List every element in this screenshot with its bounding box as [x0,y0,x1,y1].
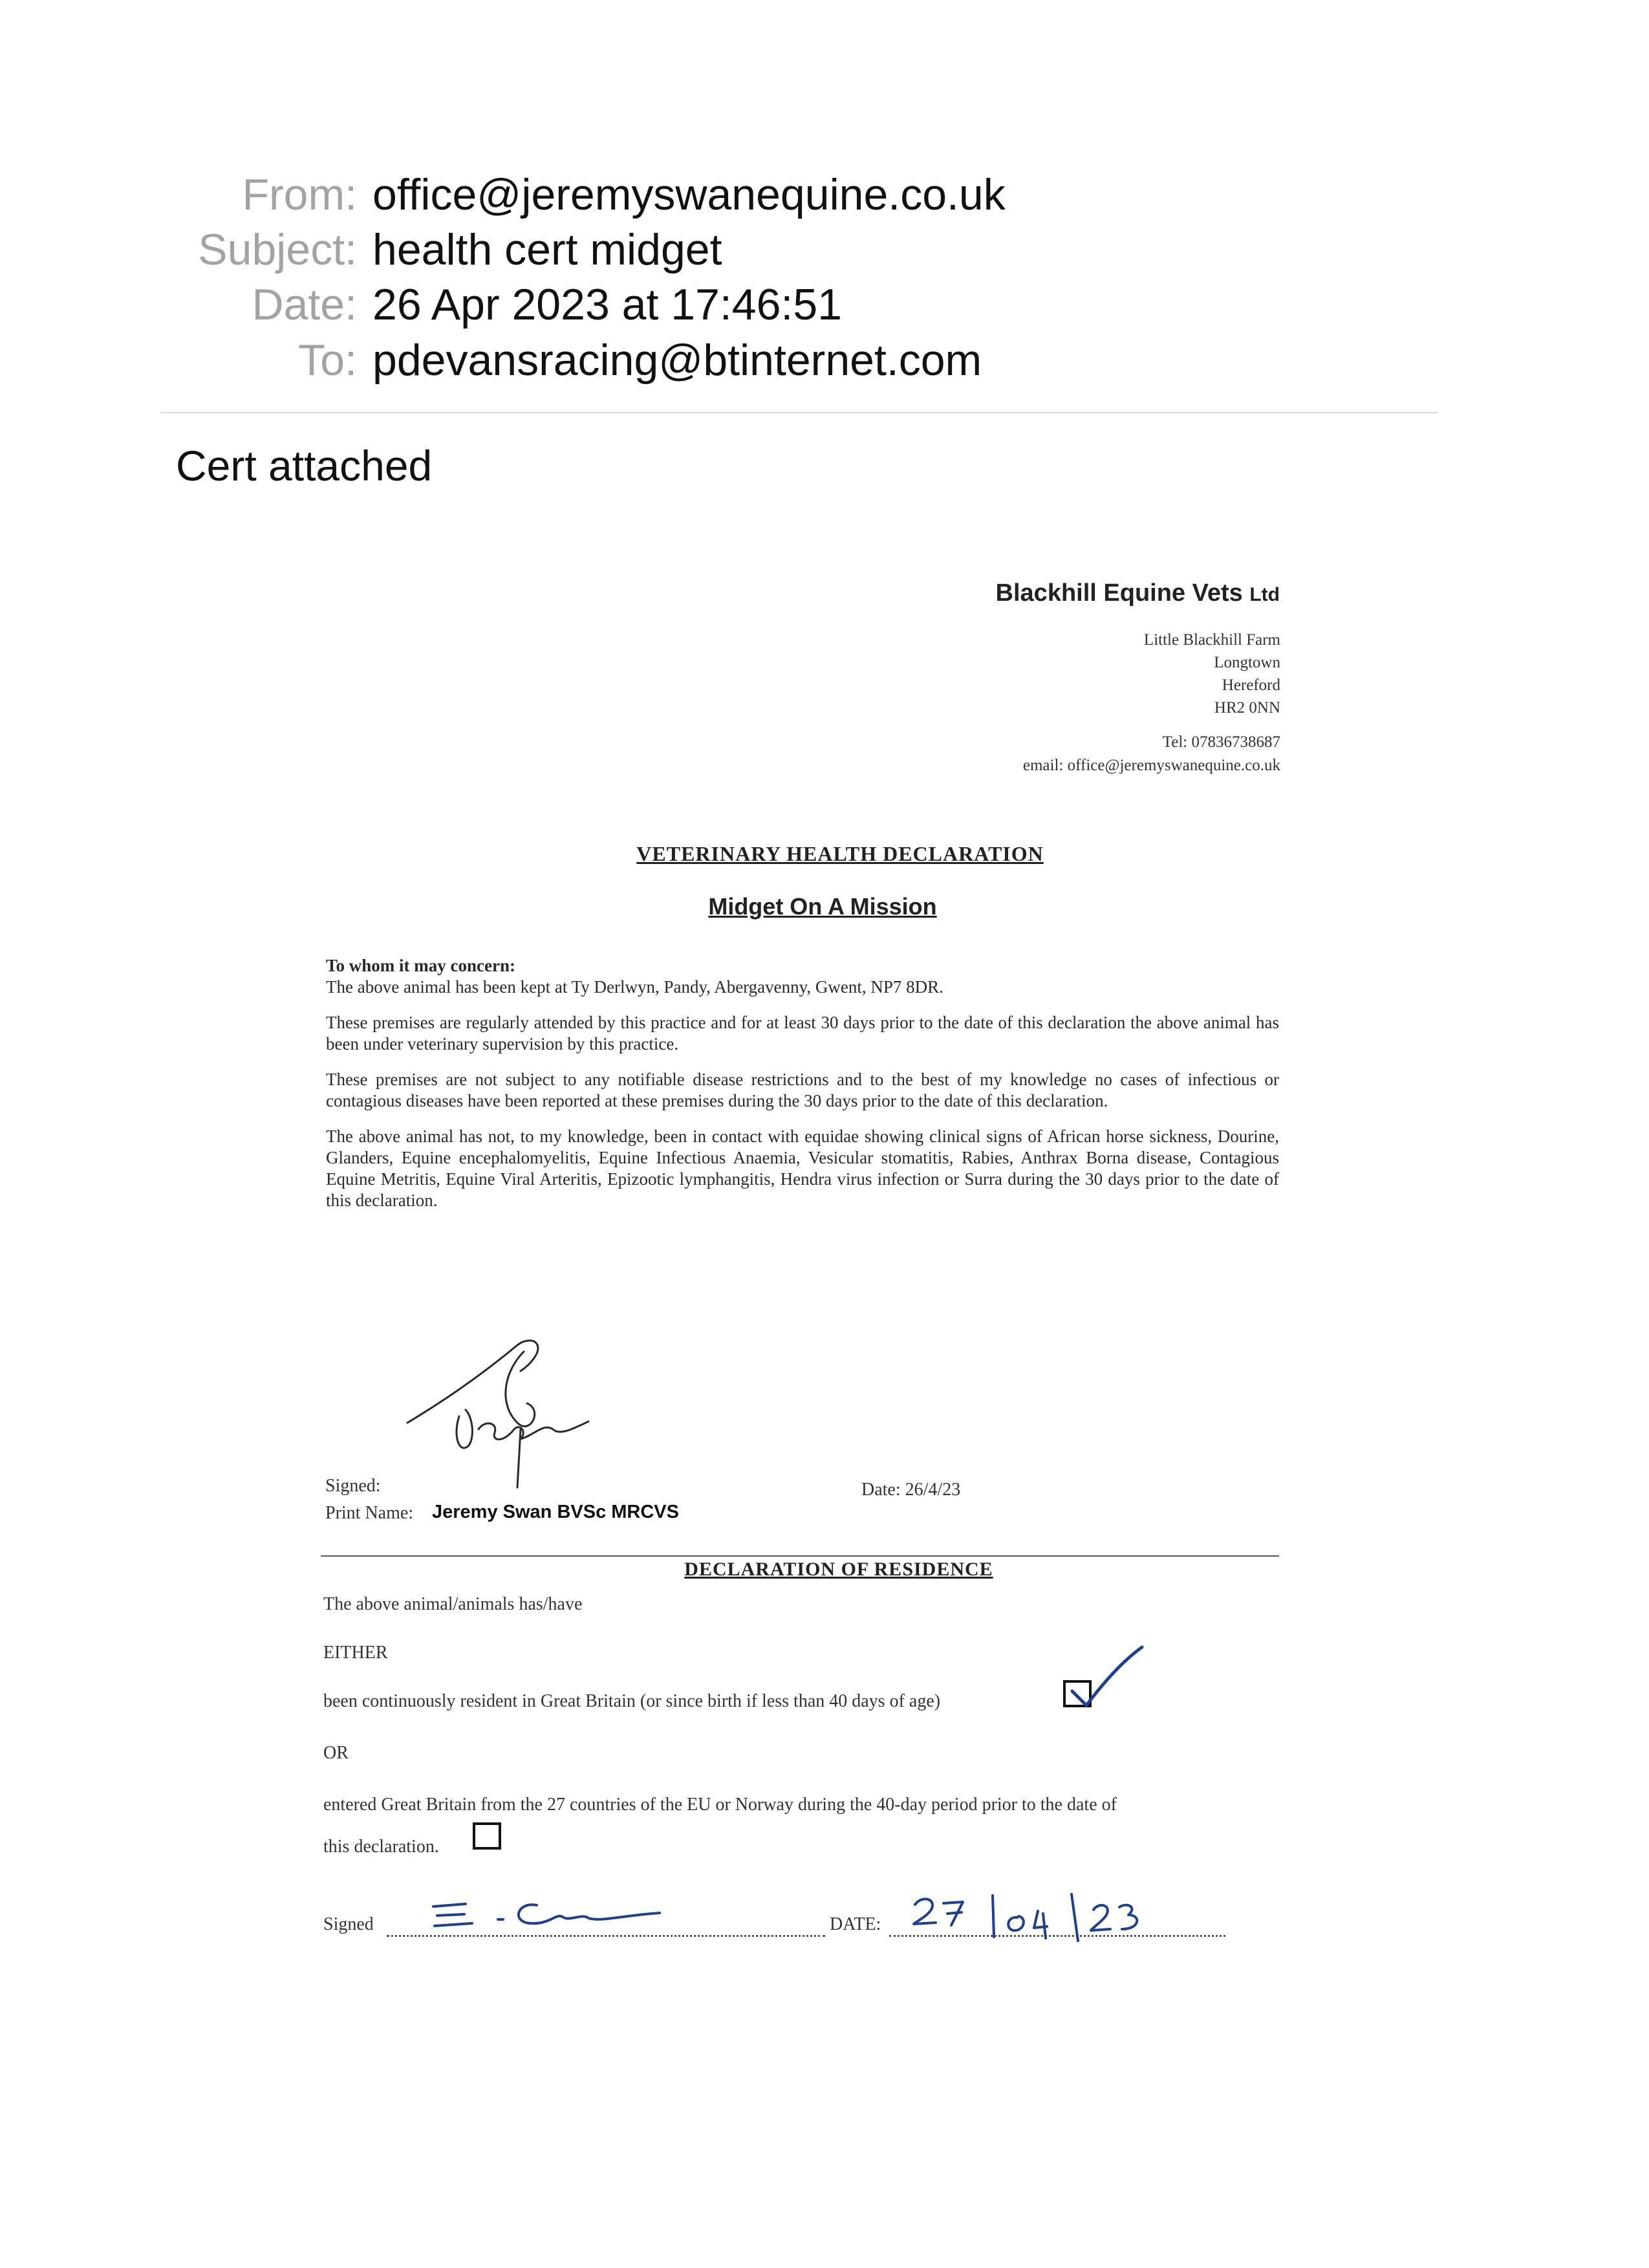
company-address [1144,629,1280,719]
from-value[interactable]: office@jeremyswanequine.co.uk [372,170,1006,219]
residence-title: DECLARATION OF RESIDENCE [684,1559,993,1580]
residence-date-label: DATE: [830,1914,881,1934]
company-tel: Tel: 07836738687 [1162,733,1280,751]
subject-value: health cert midget [372,225,722,274]
to-value[interactable]: pdevansracing@btinternet.com [372,336,982,385]
email-body: Cert attached [176,442,433,490]
greeting: To whom it may concern: [326,956,515,975]
print-name-label: Print Name: [325,1503,414,1523]
option2-checkbox[interactable] [473,1822,501,1850]
company-name [996,579,1280,607]
company-contact [1023,731,1280,777]
option2-text-line1: entered Great Britain from the 27 countries of the EU or Norway during the 40-day period prior to the date of [323,1795,1117,1815]
company-name-text: Blackhill Equine Vets [995,579,1243,607]
address-line: Longtown [1214,654,1280,671]
option2-text-line2: this declaration. [323,1837,439,1857]
address-line: HR2 0NN [1214,699,1280,717]
owner-signature [427,1894,673,1939]
company-suffix: Ltd [1249,584,1280,605]
certificate-title: VETERINARY HEALTH DECLARATION [636,842,1044,865]
to-label: To: [298,336,357,385]
option1-text: been continuously resident in Great Britain (or since birth if less than 40 days of age) [323,1691,941,1711]
signature-date: Date: 26/4/23 [861,1480,961,1500]
date-value: 26 Apr 2023 at 17:46:51 [372,280,842,329]
vet-signature [388,1332,621,1487]
residence-intro: The above animal/animals has/have [323,1594,583,1614]
date-label: Date: [252,280,357,329]
declaration-paragraph: These premises are regularly attended by this practice and for at least 30 days prior to the date of this declaration the above animal has been under veterinary supervision by this practice. [326,1013,1279,1053]
either-label: EITHER [323,1643,388,1663]
section-divider [321,1555,1279,1557]
address-line: Hereford [1222,676,1280,694]
handwritten-date [909,1892,1193,1943]
declaration-paragraph: The above animal has been kept at Ty Derlwyn, Pandy, Abergavenny, Gwent, NP7 8DR. [326,977,943,997]
signed-label: Signed: [325,1476,381,1496]
declaration-body [326,955,1279,1226]
print-name-value: Jeremy Swan BVSc MRCVS [432,1502,679,1522]
checkmark-icon [1063,1646,1147,1711]
company-email: email: office@jeremyswanequine.co.uk [1022,757,1280,774]
declaration-paragraph: The above animal has not, to my knowledge, been in contact with equidae showing clinical signs of African horse sickness, Dourine, Glanders, Equine encephalomyelitis, Equine Infectious Anaemia, Vesicular stomatitis, Rabies, Anthrax Borna disease, Contagious Equine Metritis, Equine Viral Arteritis, Epizootic lymphangitis, Hendra virus infection or Surra during the 30 days prior to the date of this declaration. [326,1127,1279,1210]
declaration-paragraph: These premises are not subject to any notifiable disease restrictions and to the best of my knowledge no cases of infectious or contagious diseases have been reported at these premises during the 30 days prior to the date of this declaration. [326,1070,1279,1110]
horse-name: Midget On A Mission [708,893,937,920]
from-label: From: [242,170,357,219]
address-line: Little Blackhill Farm [1143,631,1280,649]
residence-signed-label: Signed [323,1914,374,1934]
or-label: OR [323,1743,349,1763]
subject-label: Subject: [198,225,357,274]
header-divider [160,412,1438,413]
